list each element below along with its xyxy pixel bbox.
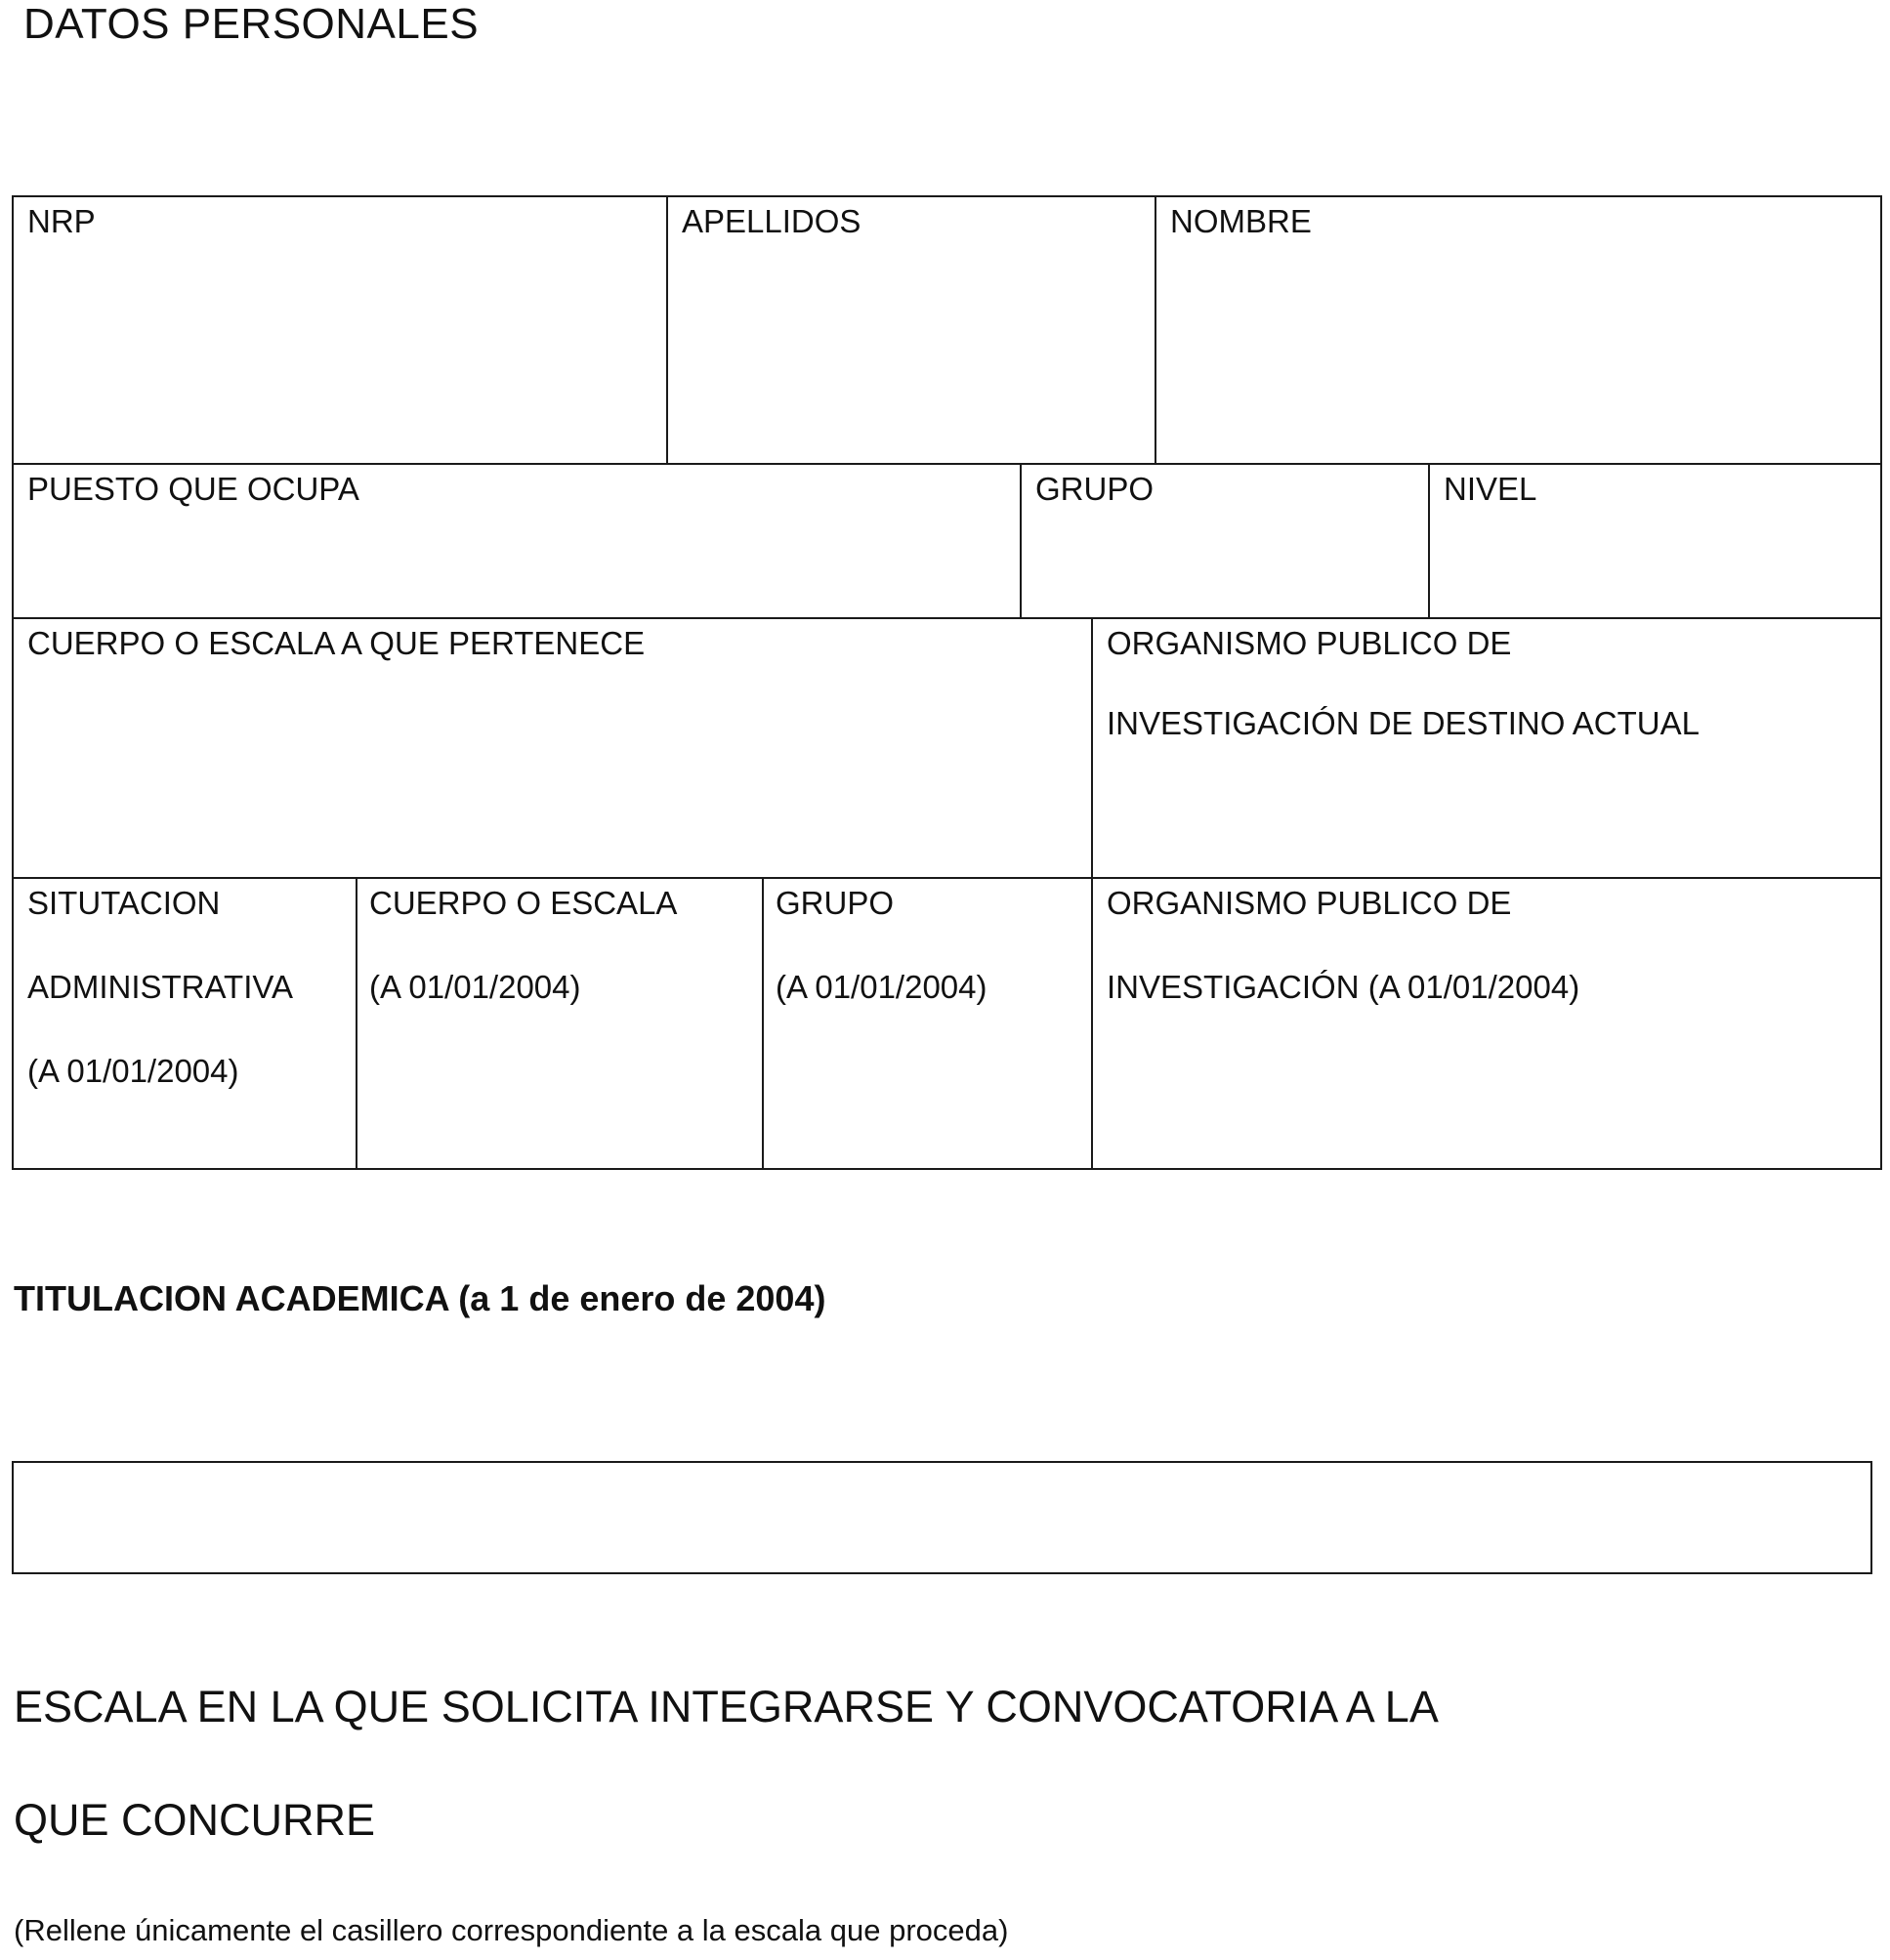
label-word: PUBLICO xyxy=(1316,625,1458,661)
personal-data-table xyxy=(12,195,1882,1170)
field-label-line2: INVESTIGACIÓN DE DESTINO ACTUAL xyxy=(1107,705,1700,741)
label-word: O xyxy=(516,885,542,921)
escala-heading-line2: QUE CONCURRE xyxy=(14,1795,376,1845)
label-word: ORGANISMO xyxy=(1107,625,1308,661)
titulacion-heading: TITULACION ACADEMICA (a 1 de enero de 2004) xyxy=(14,1278,826,1318)
field-nrp[interactable] xyxy=(14,197,666,463)
field-label: CUERPO O ESCALA A QUE PERTENECE xyxy=(27,625,646,661)
page-title: DATOS PERSONALES xyxy=(23,0,480,48)
field-organismo-destino[interactable] xyxy=(1093,619,1880,877)
field-label-line2: INVESTIGACIÓN (A 01/01/2004) xyxy=(1107,969,1580,1005)
field-label-line1: GRUPO xyxy=(776,885,895,921)
field-situacion-administrativa[interactable] xyxy=(14,879,356,1170)
field-label-line2: (A 01/01/2004) xyxy=(369,969,581,1005)
field-cuerpo-escala-2004[interactable] xyxy=(357,879,762,1170)
field-label-line2: ADMINISTRATIVA xyxy=(27,969,293,1005)
field-label: PUESTO QUE OCUPA xyxy=(27,471,359,507)
titulacion-input-box[interactable] xyxy=(12,1461,1872,1574)
field-label-line2: (A 01/01/2004) xyxy=(776,969,987,1005)
field-apellidos[interactable] xyxy=(668,197,1155,463)
field-puesto-que-ocupa[interactable] xyxy=(14,465,1020,617)
label-word: DE xyxy=(1466,885,1512,921)
field-nivel[interactable] xyxy=(1430,465,1880,617)
label-word: ORGANISMO xyxy=(1107,885,1308,921)
field-nombre[interactable] xyxy=(1156,197,1880,463)
field-label: GRUPO xyxy=(1035,471,1155,507)
field-label-line1 xyxy=(1107,625,1880,662)
field-label-line1 xyxy=(369,885,762,922)
field-label: NRP xyxy=(27,203,96,239)
field-label: NOMBRE xyxy=(1170,203,1312,239)
escala-heading-line1: ESCALA EN LA QUE SOLICITA INTEGRARSE Y CONVOCATORIA A LA xyxy=(14,1682,1439,1731)
label-word: ESCALA xyxy=(550,885,678,921)
field-label: NIVEL xyxy=(1444,471,1537,507)
label-word: DE xyxy=(1466,625,1512,661)
label-word: PUBLICO xyxy=(1316,885,1458,921)
field-label-line1 xyxy=(1107,885,1880,922)
field-cuerpo-escala[interactable] xyxy=(14,619,1091,877)
field-label-line3: (A 01/01/2004) xyxy=(27,1053,239,1089)
instruction-note: (Rellene únicamente el casillero correspondiente a la escala que proceda) xyxy=(14,1913,1009,1947)
field-label: APELLIDOS xyxy=(682,203,861,239)
field-organismo-2004[interactable] xyxy=(1093,879,1880,1170)
field-grupo-2004[interactable] xyxy=(764,879,1091,1170)
field-label-line1: SITUTACION xyxy=(27,885,221,921)
label-word: CUERPO xyxy=(369,885,508,921)
field-grupo[interactable] xyxy=(1022,465,1428,617)
